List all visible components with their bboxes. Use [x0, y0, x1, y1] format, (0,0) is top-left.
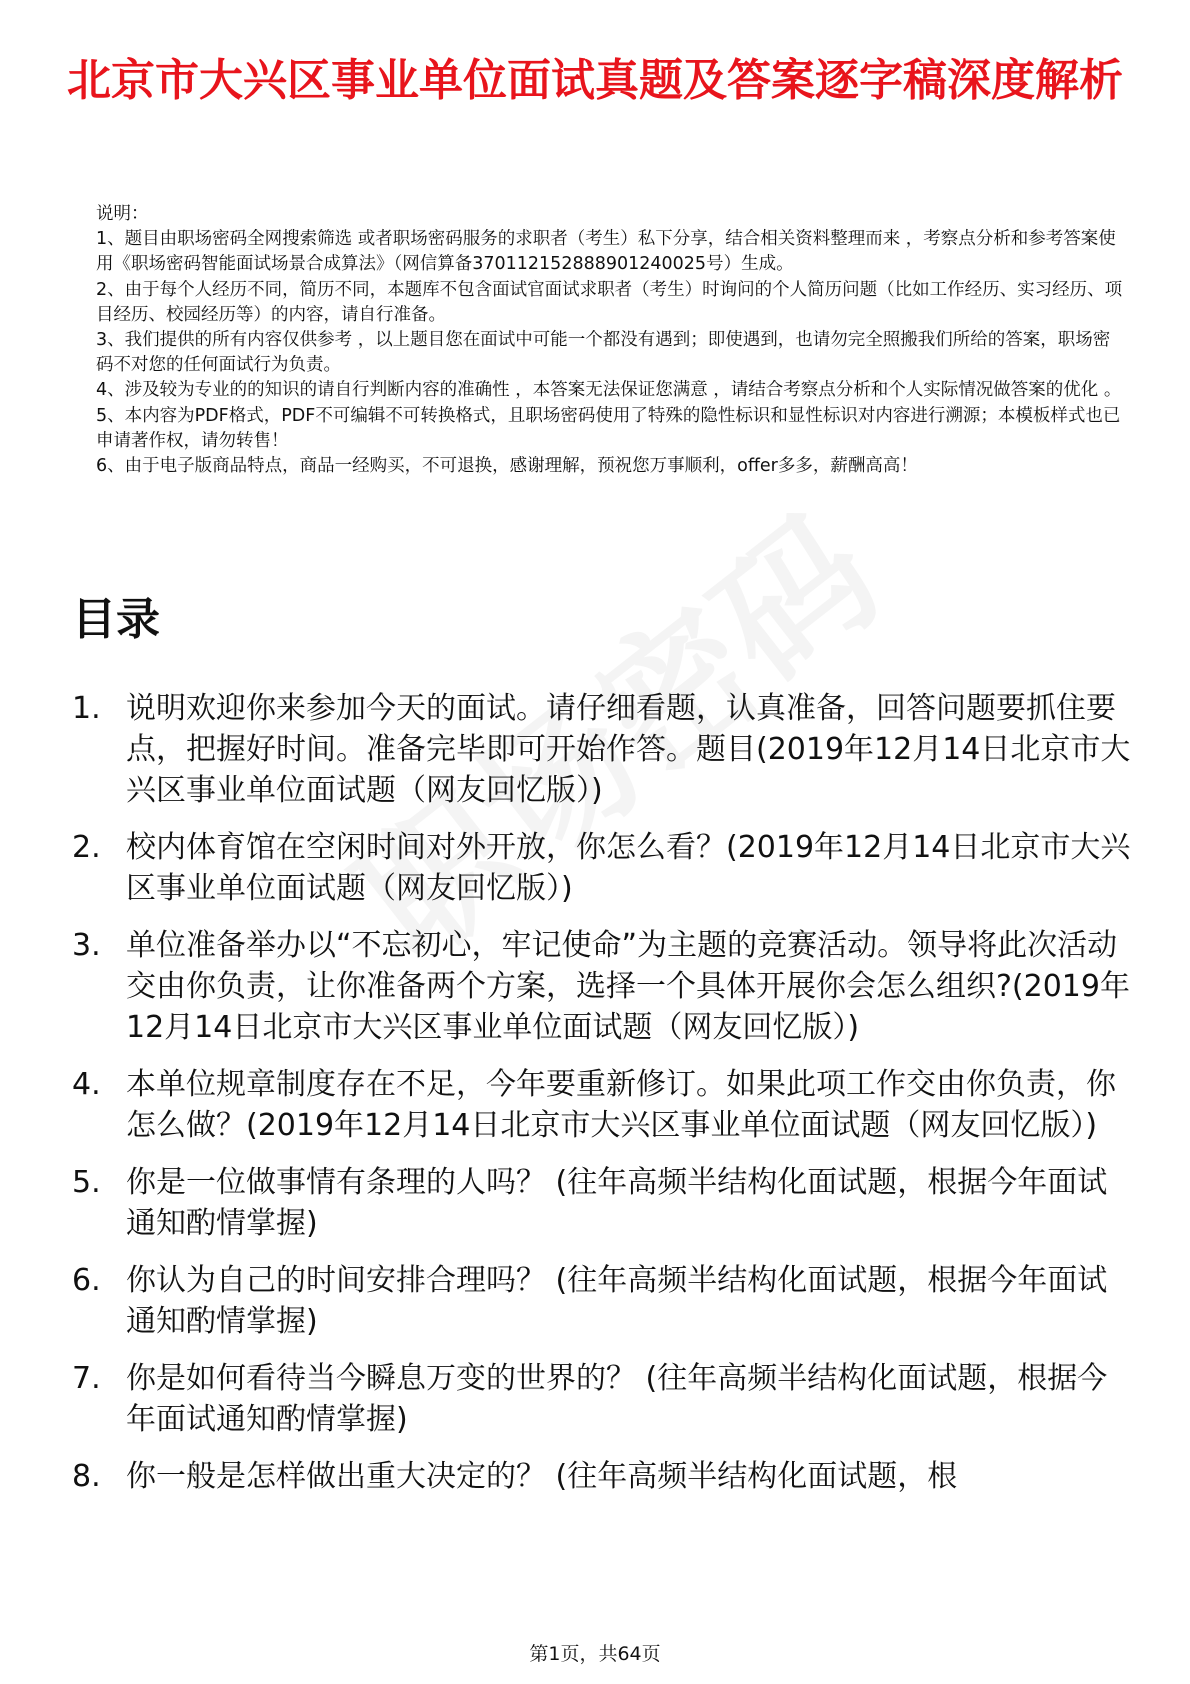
notes-line: 5、本内容为PDF格式，PDF不可编辑不可转换格式，且职场密码使用了特殊的隐性标识和显性标识对内容进行溯源；本模板样式也已申请著作权，请勿转售！	[96, 405, 1121, 451]
toc-item-number: 1.	[72, 691, 101, 726]
toc-item-text: 你一般是怎样做出重大决定的？ (往年高频半结构化面试题，根	[126, 1459, 958, 1494]
notes-line: 3、我们提供的所有内容仅供参考 ，以上题目您在面试中可能一个都没有遇到；即使遇到，也请勿完全照搬我们所给的答案，职场密码不对您的任何面试行为负责。	[96, 330, 1111, 376]
toc-item[interactable]	[72, 1358, 1132, 1440]
toc-item-number: 6.	[72, 1263, 101, 1298]
toc-item[interactable]	[72, 1260, 1132, 1342]
toc-item[interactable]	[72, 1064, 1132, 1146]
toc-item-text: 你是如何看待当今瞬息万变的世界的？ (往年高频半结构化面试题，根据今年面试通知酌情掌握)	[126, 1361, 1108, 1437]
toc-item-text: 单位准备举办以“不忘初心，牢记使命”为主题的竞赛活动。领导将此次活动交由你负责，让你准备两个方案，选择一个具体开展你会怎么组织?(2019年12月14日北京市大兴区事业单位面试题（网友回忆版）)	[126, 928, 1130, 1045]
toc-item[interactable]	[72, 827, 1132, 909]
toc-item-text: 说明欢迎你来参加今天的面试。请仔细看题，认真准备，回答问题要抓住要点，把握好时间。准备完毕即可开始作答。题目(2019年12月14日北京市大兴区事业单位面试题（网友回忆版）)	[126, 691, 1131, 808]
table-of-contents	[72, 688, 1132, 1513]
notes-section	[96, 202, 1126, 479]
notes-line: 2、由于每个人经历不同，简历不同，本题库不包含面试官面试求职者（考生）时询问的个人简历问题（比如工作经历、实习经历、项目经历、校园经历等）的内容，请自行准备。	[96, 279, 1123, 325]
toc-item-number: 5.	[72, 1165, 101, 1200]
notes-line: 4、涉及较为专业的的知识的请自行判断内容的准确性 ，本答案无法保证您满意 ，请结合考察点分析和个人实际情况做答案的优化 。	[96, 380, 1122, 401]
notes-line: 6、由于电子版商品特点，商品一经购买，不可退换，感谢理解，预祝您万事顺利，offer多多，薪酬高高！	[96, 456, 918, 477]
toc-item-number: 7.	[72, 1361, 101, 1396]
toc-item-text: 校内体育馆在空闲时间对外开放，你怎么看？(2019年12月14日北京市大兴区事业单位面试题（网友回忆版）)	[126, 830, 1131, 906]
toc-item-number: 4.	[72, 1067, 101, 1102]
toc-item-text: 你是一位做事情有条理的人吗？ (往年高频半结构化面试题，根据今年面试通知酌情掌握)	[126, 1165, 1108, 1241]
toc-item-number: 2.	[72, 830, 101, 865]
toc-item[interactable]	[72, 925, 1132, 1048]
page-footer: 第1页，共64页	[529, 1643, 661, 1665]
toc-item-text: 你认为自己的时间安排合理吗？ (往年高频半结构化面试题，根据今年面试通知酌情掌握)	[126, 1263, 1108, 1339]
toc-item-text: 本单位规章制度存在不足，今年要重新修订。如果此项工作交由你负责，你怎么做？(2019年12月14日北京市大兴区事业单位面试题（网友回忆版）)	[126, 1067, 1116, 1143]
document-title: 北京市大兴区事业单位面试真题及答案逐字稿深度解析	[67, 55, 1123, 106]
notes-line: 说明：	[96, 204, 149, 224]
toc-item[interactable]	[72, 688, 1132, 811]
toc-heading: 目录	[72, 594, 160, 645]
toc-item[interactable]	[72, 1162, 1132, 1244]
toc-item-number: 8.	[72, 1459, 101, 1494]
toc-item[interactable]	[72, 1456, 1132, 1497]
notes-line: 1、题目由职场密码全网搜索筛选 或者职场密码服务的求职者（考生）私下分享，结合相关资料整理而来 ，考察点分析和参考答案使用《职场密码智能面试场景合成算法》（网信算备370112152888901240025号）生成。	[96, 229, 1116, 275]
toc-item-number: 3.	[72, 928, 101, 963]
